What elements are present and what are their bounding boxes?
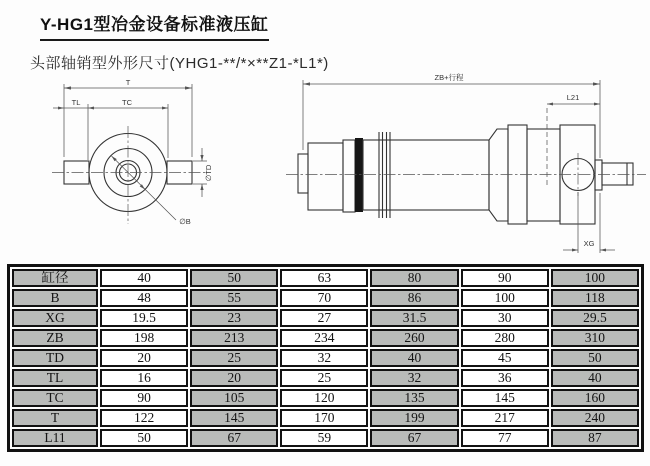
value-cell: 70	[280, 289, 368, 307]
value-cell: 67	[370, 429, 458, 447]
value-cell: 145	[190, 409, 278, 427]
dim-zb-label: ZB+行程	[434, 73, 464, 82]
value-cell: 19.5	[100, 309, 188, 327]
value-cell: 23	[190, 309, 278, 327]
side-dimensions	[303, 80, 615, 253]
dim-td-label: ∅TD	[204, 164, 213, 182]
section-subtitle: 头部轴销型外形尺寸(YHG1-**/*×**Z1-*L1*)	[30, 55, 329, 72]
value-cell: 55	[190, 289, 278, 307]
row-label-cell: TC	[12, 389, 98, 407]
value-cell: 170	[280, 409, 368, 427]
spec-table-body	[12, 269, 639, 447]
value-cell: 100	[551, 269, 639, 287]
dim-tl-label: TL	[71, 98, 81, 107]
table-row	[12, 289, 639, 307]
table-row	[12, 349, 639, 367]
table-row	[12, 429, 639, 447]
row-label-cell: ZB	[12, 329, 98, 347]
value-cell: 198	[100, 329, 188, 347]
value-cell: 48	[100, 289, 188, 307]
rear-cap	[308, 143, 343, 210]
value-cell: 90	[100, 389, 188, 407]
value-cell: 213	[190, 329, 278, 347]
value-cell: 234	[280, 329, 368, 347]
value-cell: 32	[280, 349, 368, 367]
value-cell: 50	[100, 429, 188, 447]
cylinder-tube	[363, 140, 489, 210]
row-label-cell: 缸径	[12, 269, 98, 287]
dim-b-label: ∅B	[179, 217, 191, 226]
value-cell: 25	[280, 369, 368, 387]
front-centerlines	[52, 126, 208, 224]
value-cell: 90	[461, 269, 549, 287]
value-cell: 36	[461, 369, 549, 387]
side-centerlines	[286, 153, 646, 196]
value-cell: 30	[461, 309, 549, 327]
table-row	[12, 269, 639, 287]
threaded-rod	[602, 163, 633, 185]
value-cell: 40	[551, 369, 639, 387]
value-cell: 199	[370, 409, 458, 427]
value-cell: 310	[551, 329, 639, 347]
row-label-cell: L11	[12, 429, 98, 447]
rear-boss	[298, 154, 308, 193]
value-cell: 40	[100, 269, 188, 287]
value-cell: 122	[100, 409, 188, 427]
table-row	[12, 389, 639, 407]
value-cell: 120	[280, 389, 368, 407]
value-cell: 20	[190, 369, 278, 387]
value-cell: 16	[100, 369, 188, 387]
row-label-cell: T	[12, 409, 98, 427]
value-cell: 105	[190, 389, 278, 407]
value-cell: 63	[280, 269, 368, 287]
value-cell: 25	[190, 349, 278, 367]
value-cell: 87	[551, 429, 639, 447]
value-cell: 50	[190, 269, 278, 287]
spec-table	[7, 264, 644, 452]
value-cell: 31.5	[370, 309, 458, 327]
table-row	[12, 409, 639, 427]
value-cell: 45	[461, 349, 549, 367]
row-label-cell: XG	[12, 309, 98, 327]
value-cell: 135	[370, 389, 458, 407]
dim-l21-label: L21	[566, 93, 580, 102]
value-cell: 240	[551, 409, 639, 427]
value-cell: 77	[461, 429, 549, 447]
dim-tc-label: TC	[122, 98, 132, 107]
value-cell: 160	[551, 389, 639, 407]
value-cell: 40	[370, 349, 458, 367]
value-cell: 59	[280, 429, 368, 447]
value-cell: 67	[190, 429, 278, 447]
row-label-cell: TD	[12, 349, 98, 367]
table-row	[12, 329, 639, 347]
value-cell: 145	[461, 389, 549, 407]
table-row	[12, 369, 639, 387]
head-flange	[489, 129, 508, 221]
value-cell: 29.5	[551, 309, 639, 327]
value-cell: 118	[551, 289, 639, 307]
value-cell: 260	[370, 329, 458, 347]
value-cell: 100	[461, 289, 549, 307]
dim-t-label: T	[125, 78, 131, 87]
row-label-cell: TL	[12, 369, 98, 387]
value-cell: 32	[370, 369, 458, 387]
rod-collar	[595, 160, 602, 190]
value-cell: 217	[461, 409, 549, 427]
value-cell: 80	[370, 269, 458, 287]
table-row	[12, 309, 639, 327]
dim-xg-label: XG	[583, 239, 595, 248]
seal-band	[355, 138, 363, 212]
head-block-c	[527, 129, 560, 221]
value-cell: 280	[461, 329, 549, 347]
row-label-cell: B	[12, 289, 98, 307]
value-cell: 50	[551, 349, 639, 367]
rear-cap-step	[343, 140, 355, 212]
page-title: Y-HG1型冶金设备标准液压缸	[40, 10, 269, 41]
value-cell: 86	[370, 289, 458, 307]
value-cell: 27	[280, 309, 368, 327]
value-cell: 20	[100, 349, 188, 367]
